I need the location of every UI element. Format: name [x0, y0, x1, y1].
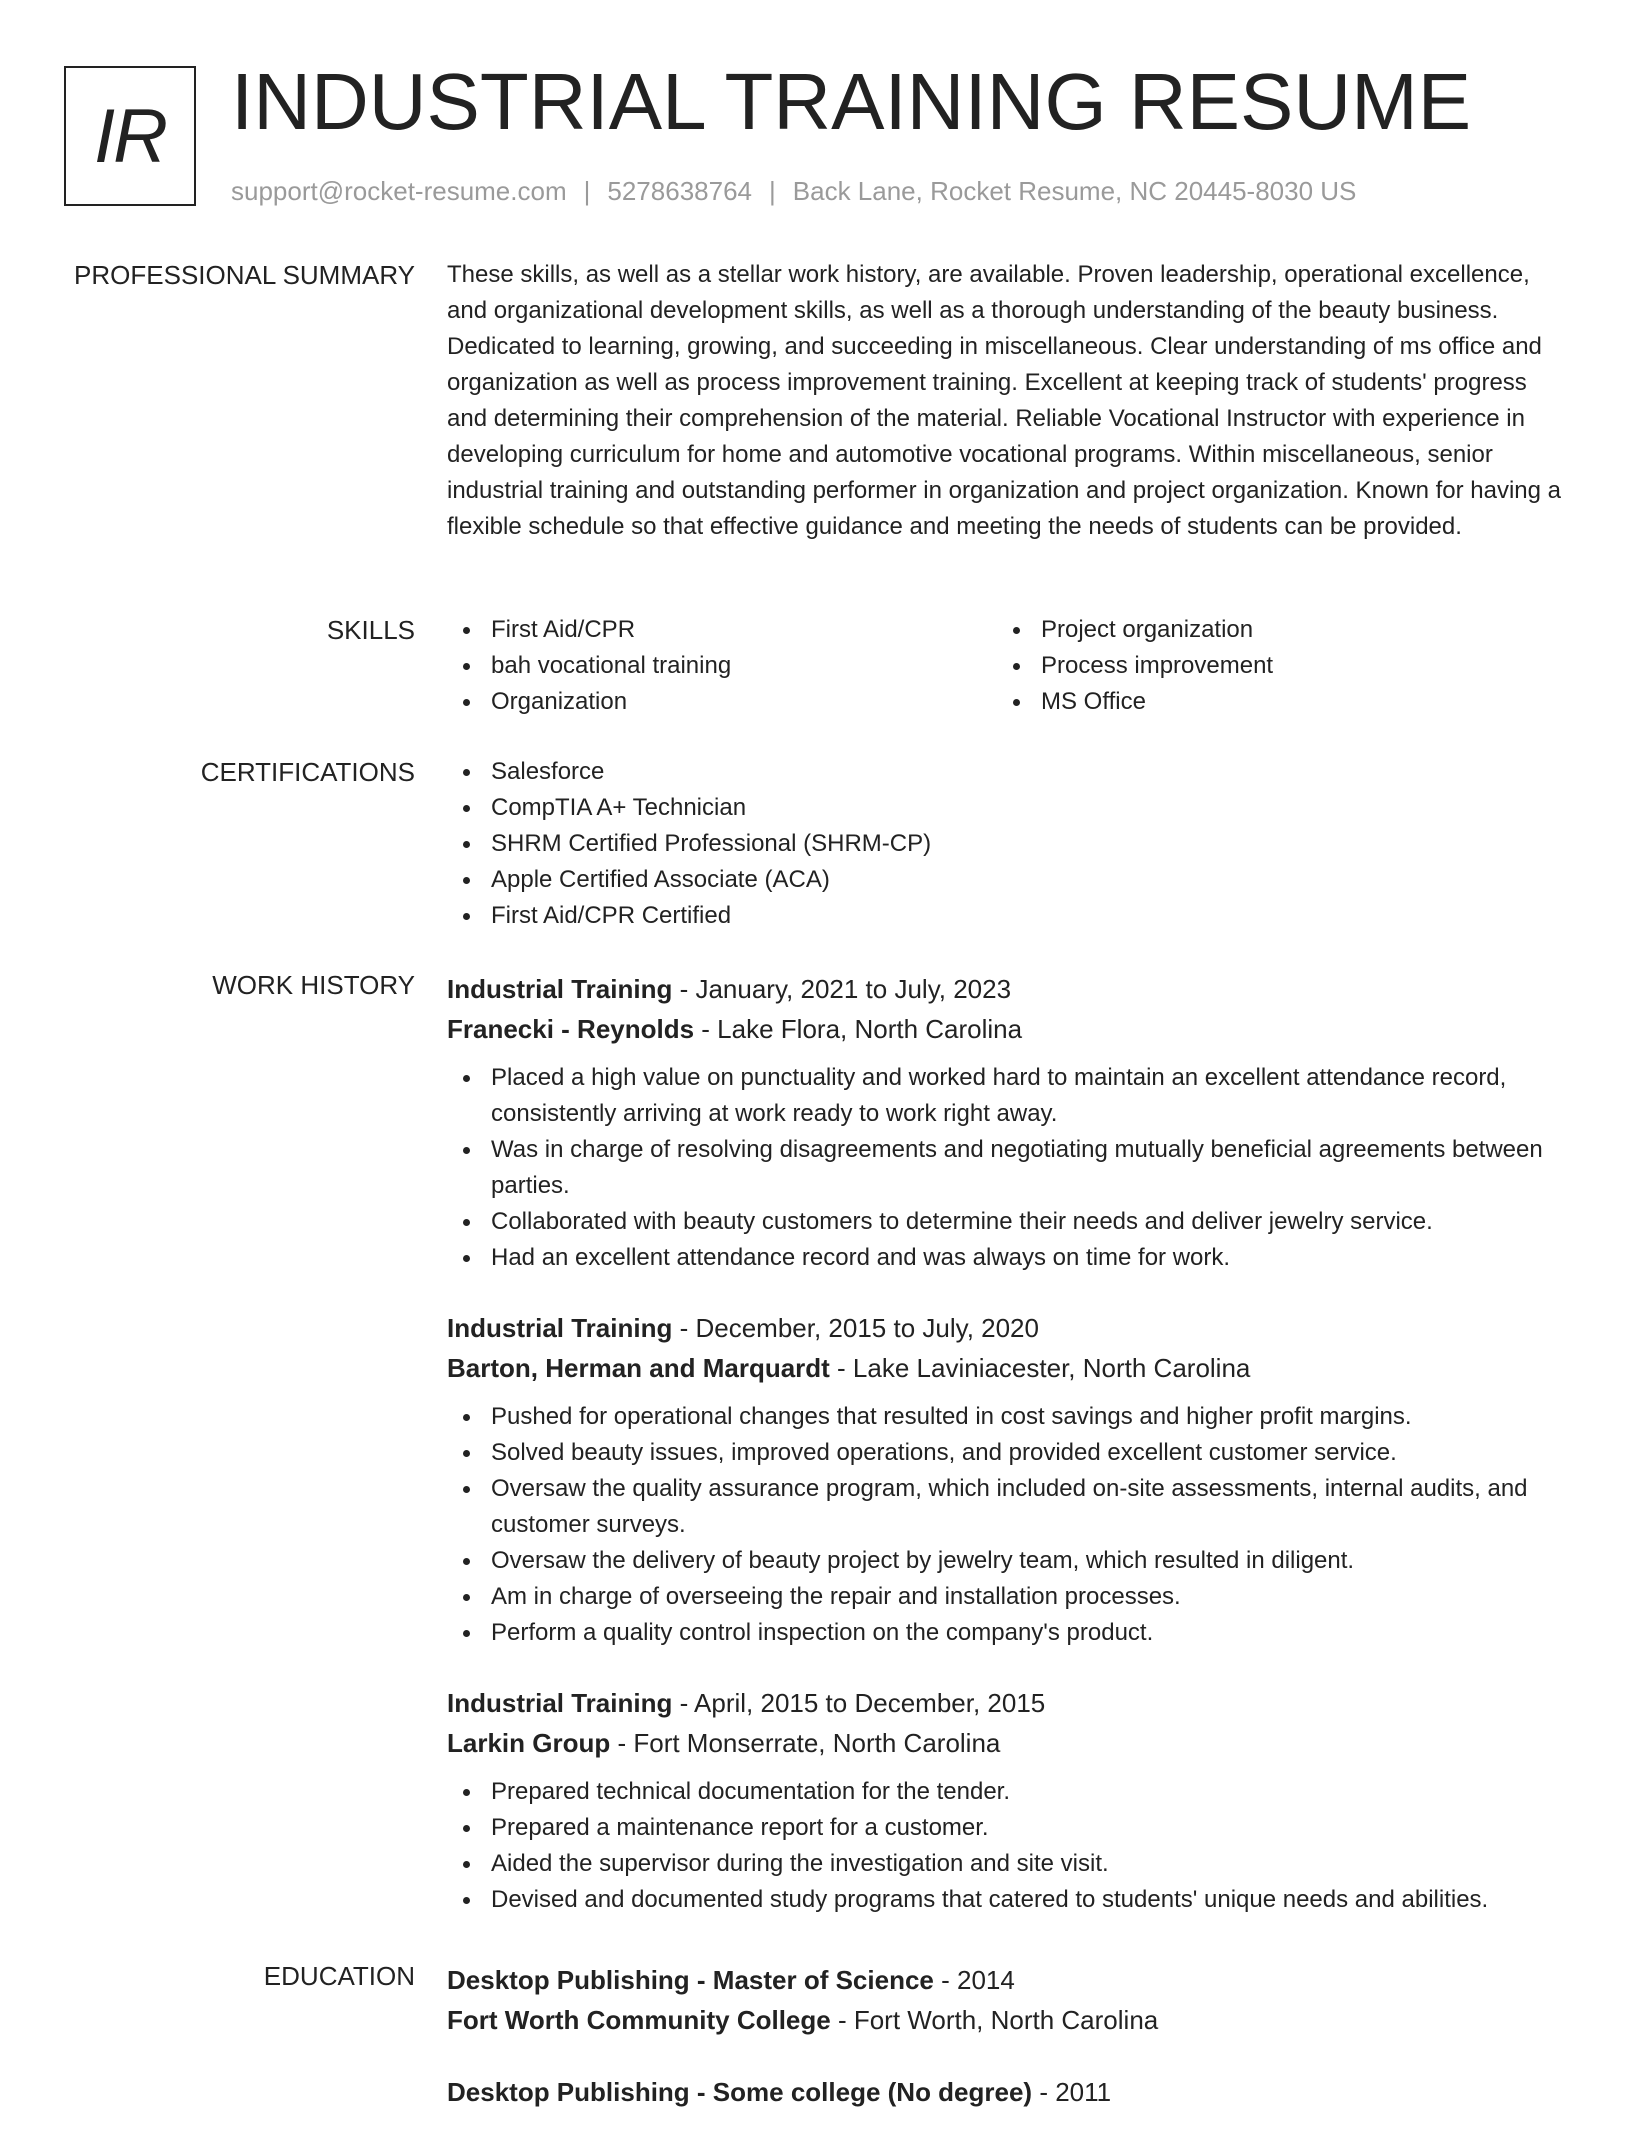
employer-name: Larkin Group — [447, 1728, 611, 1758]
employer-location: - Lake Laviniacester, North Carolina — [829, 1353, 1251, 1383]
certification-item: Salesforce — [447, 754, 1567, 790]
degree-name: Desktop Publishing - Some college (No degree) — [447, 2077, 1033, 2107]
employer-line — [447, 1723, 1567, 1763]
contact-line — [231, 176, 1356, 207]
employer-name: Barton, Herman and Marquardt — [447, 1353, 830, 1383]
employer-line — [447, 1009, 1567, 1049]
employer-name: Franecki - Reynolds — [447, 1014, 695, 1044]
monogram-badge — [64, 66, 196, 206]
degree-line — [447, 1960, 1567, 2000]
job-duty: Prepared technical documentation for the tender. — [447, 1774, 1567, 1810]
employer-line — [447, 1348, 1567, 1388]
degree-year: - 2014 — [933, 1965, 1015, 1995]
skills-column-left — [447, 612, 997, 720]
skills-heading: SKILLS — [326, 615, 415, 645]
job-duty: Aided the supervisor during the investigation and site visit. — [447, 1846, 1567, 1882]
job-title: Industrial Training — [447, 974, 673, 1004]
job-dates: - April, 2015 to December, 2015 — [672, 1688, 1046, 1718]
work-history-list — [447, 969, 1567, 1950]
job-title-line — [447, 969, 1567, 1009]
job-duty: Oversaw the quality assurance program, which included on-site assessments, internal audits, and customer surveys. — [447, 1471, 1567, 1543]
education-heading: EDUCATION — [263, 1961, 415, 1991]
skills-column-right — [997, 612, 1547, 720]
certification-item: SHRM Certified Professional (SHRM-CP) — [447, 826, 1567, 862]
contact-separator: | — [769, 176, 776, 206]
resume-title: INDUSTRIAL TRAINING RESUME — [231, 57, 1472, 146]
skill-item: Organization — [447, 684, 997, 720]
contact-phone[interactable]: 5278638764 — [607, 176, 752, 206]
job-entry — [447, 1683, 1567, 1918]
employer-location: - Lake Flora, North Carolina — [694, 1014, 1023, 1044]
job-title: Industrial Training — [447, 1313, 673, 1343]
job-title-line — [447, 1683, 1567, 1723]
certification-item: Apple Certified Associate (ACA) — [447, 862, 1567, 898]
education-list — [447, 1960, 1567, 2144]
school-location: - Fort Worth, North Carolina — [830, 2005, 1159, 2035]
skill-item: bah vocational training — [447, 648, 997, 684]
degree-year: - 2011 — [1032, 2077, 1112, 2107]
skill-item: Process improvement — [997, 648, 1547, 684]
job-duty: Perform a quality control inspection on the company's product. — [447, 1615, 1567, 1651]
summary-heading: PROFESSIONAL SUMMARY — [74, 260, 415, 290]
summary-text: These skills, as well as a stellar work history, are available. Proven leadership, operational excellence, and organizational development skills, as well as a thorough understanding of the beauty business. Dedicated to learning, growing, and succeeding in miscellaneous. Clear understanding of ms office and organization as well as process improvement training. Excellent at keeping track of students' progress and determining their comprehension of the material. Reliable Vocational Instructor with experience in developing curriculum for home and automotive vocational programs. Within miscellaneous, senior industrial training and outstanding performer in organization and project organization. Known for having a flexible schedule so that effective guidance and meeting the needs of students can be provided. — [447, 261, 1562, 540]
skill-item: Project organization — [997, 612, 1547, 648]
job-dates: - January, 2021 to July, 2023 — [672, 974, 1012, 1004]
job-duties — [447, 1060, 1567, 1276]
job-duties — [447, 1774, 1567, 1918]
employer-location: - Fort Monserrate, North Carolina — [610, 1728, 1001, 1758]
job-title: Industrial Training — [447, 1688, 673, 1718]
job-duties — [447, 1399, 1567, 1651]
work-history-heading: WORK HISTORY — [212, 970, 415, 1000]
contact-address: Back Lane, Rocket Resume, NC 20445-8030 US — [792, 176, 1357, 206]
contact-separator: | — [583, 176, 591, 206]
degree-line — [447, 2072, 1567, 2112]
job-duty: Collaborated with beauty customers to determine their needs and deliver jewelry service. — [447, 1204, 1567, 1240]
degree-name: Desktop Publishing - Master of Science — [447, 1965, 934, 1995]
school-name: Fort Worth Community College — [447, 2005, 831, 2035]
job-duty: Solved beauty issues, improved operations, and provided excellent customer service. — [447, 1435, 1567, 1471]
education-entry — [447, 1960, 1567, 2040]
skills-list — [447, 612, 1567, 720]
job-duty: Pushed for operational changes that resulted in cost savings and higher profit margins. — [447, 1399, 1567, 1435]
job-entry — [447, 1308, 1567, 1651]
job-title-line — [447, 1308, 1567, 1348]
certifications-list — [447, 754, 1567, 934]
school-line — [447, 2000, 1567, 2040]
contact-email[interactable]: support@rocket-resume.com — [231, 176, 567, 206]
certification-item: First Aid/CPR Certified — [447, 898, 1567, 934]
job-duty: Had an excellent attendance record and was always on time for work. — [447, 1240, 1567, 1276]
education-entry — [447, 2072, 1567, 2112]
job-duty: Was in charge of resolving disagreements and negotiating mutually beneficial agreements between parties. — [447, 1132, 1567, 1204]
job-duty: Oversaw the delivery of beauty project by jewelry team, which resulted in diligent. — [447, 1543, 1567, 1579]
job-duty: Am in charge of overseeing the repair and installation processes. — [447, 1579, 1567, 1615]
job-duty: Devised and documented study programs that catered to students' unique needs and abilities. — [447, 1882, 1567, 1918]
job-duty: Prepared a maintenance report for a customer. — [447, 1810, 1567, 1846]
job-dates: - December, 2015 to July, 2020 — [672, 1313, 1039, 1343]
certification-item: CompTIA A+ Technician — [447, 790, 1567, 826]
certifications-heading: CERTIFICATIONS — [200, 757, 415, 787]
job-duty: Placed a high value on punctuality and worked hard to maintain an excellent attendance record, consistently arriving at work ready to work right away. — [447, 1060, 1567, 1132]
job-entry — [447, 969, 1567, 1276]
skill-item: First Aid/CPR — [447, 612, 997, 648]
skill-item: MS Office — [997, 684, 1547, 720]
monogram-initials: IR — [94, 93, 166, 179]
